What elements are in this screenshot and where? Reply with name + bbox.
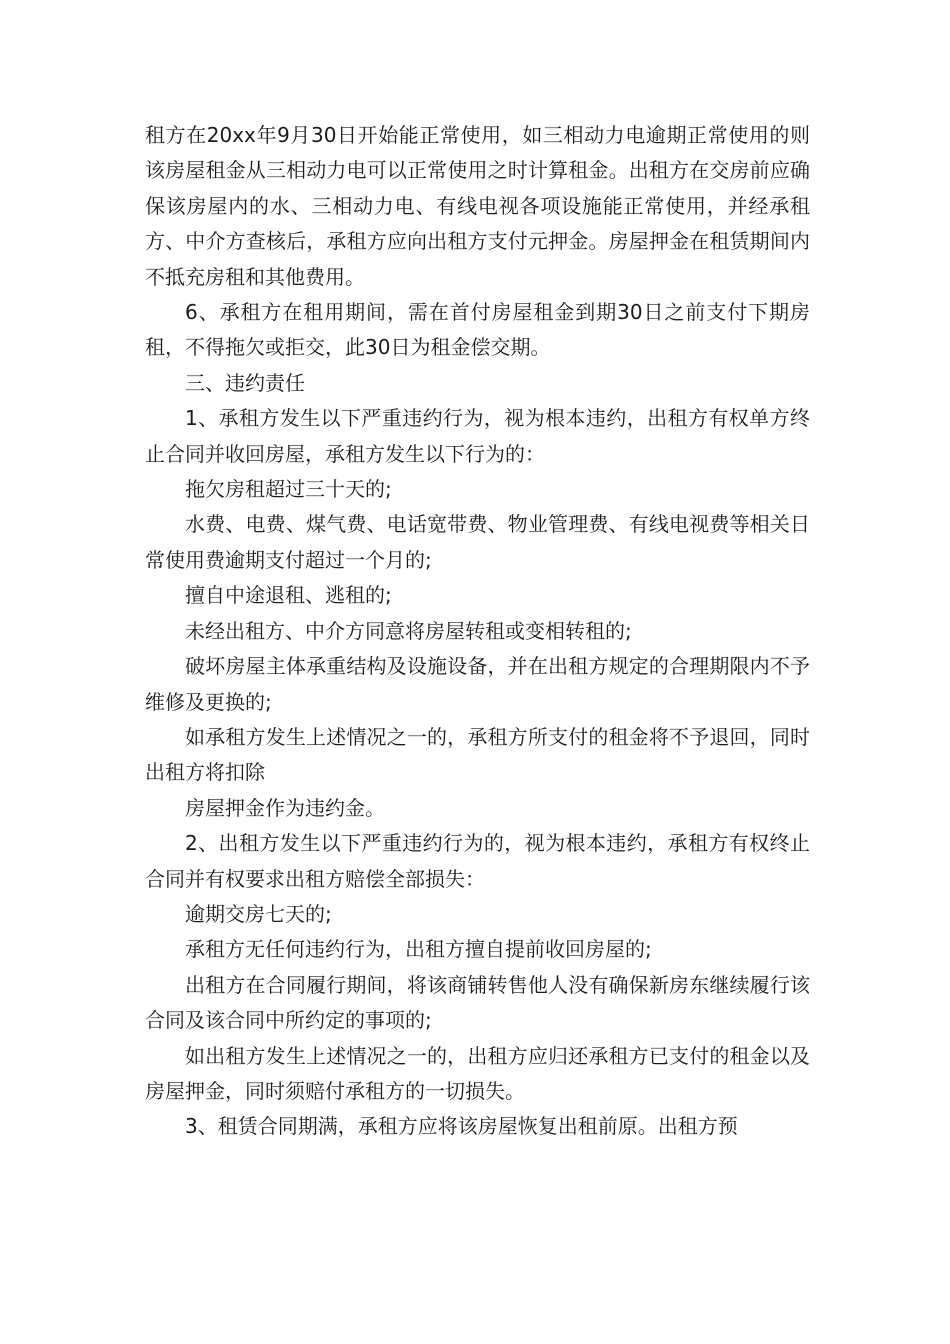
list-item-overdue-rent: 拖欠房租超过三十天的; — [185, 477, 392, 502]
paragraph-landlord-breach: 2、出租方发生以下严重违约行为的，视为根本违约，承租方有权终止合同并有权要求出租方赔偿全部损失： — [145, 831, 810, 891]
paragraph-deposit-penalty: 房屋押金作为违约金。 — [185, 795, 385, 820]
document-body — [145, 118, 810, 1145]
list-item-sublet: 未经出租方、中介方同意将房屋转租或变相转租的; — [185, 618, 632, 643]
paragraph-lease-expiry: 3、租赁合同期满，承租方应将该房屋恢复出租前原。出租方预 — [185, 1114, 738, 1139]
list-item-damage: 破坏房屋主体承重结构及设施设备，并在出租方规定的合理期限内不予维修及更换的; — [145, 654, 810, 714]
section-heading-breach: 三、违约责任 — [185, 370, 305, 395]
list-item-late-handover: 逾期交房七天的; — [185, 901, 332, 926]
paragraph-deposit-terms: 租方在20xx年9月30日开始能正常使用，如三相动力电逾期正常使用的则该房屋租金从三相动力电可以正常使用之时计算租金。出租方在交房前应确保该房屋内的水、三相动力电、有线电视各项设施能正常使用，并经承租方、中介方查核后，承租方应向出租方支付元押金。房屋押金在租赁期间内不抵充房租和其他费用。 — [145, 123, 810, 289]
paragraph-tenant-breach: 1、承租方发生以下严重违约行为，视为根本违约，出租方有权单方终止合同并收回房屋，承租方发生以下行为的： — [145, 406, 810, 466]
paragraph-landlord-penalty: 如出租方发生上述情况之一的，出租方应归还承租方已支付的租金以及房屋押金，同时须赔付承租方的一切损失。 — [145, 1043, 810, 1103]
paragraph-rent-payment: 6、承租方在租用期间，需在首付房屋租金到期30日之前支付下期房租，不得拖欠或拒交，此30日为租金偿交期。 — [145, 300, 810, 360]
list-item-early-repossession: 承租方无任何违约行为，出租方擅自提前收回房屋的; — [185, 937, 652, 962]
list-item-overdue-fees: 水费、电费、煤气费、电话宽带费、物业管理费、有线电视费等相关日常使用费逾期支付超过一个月的; — [145, 512, 810, 572]
list-item-early-exit: 擅自中途退租、逃租的; — [185, 583, 392, 608]
list-item-resale: 出租方在合同履行期间，将该商铺转售他人没有确保新房东继续履行该合同及该合同中所约定的事项的; — [145, 972, 810, 1033]
paragraph-tenant-penalty: 如承租方发生上述情况之一的，承租方所支付的租金将不予退回，同时出租方将扣除 — [145, 724, 810, 785]
